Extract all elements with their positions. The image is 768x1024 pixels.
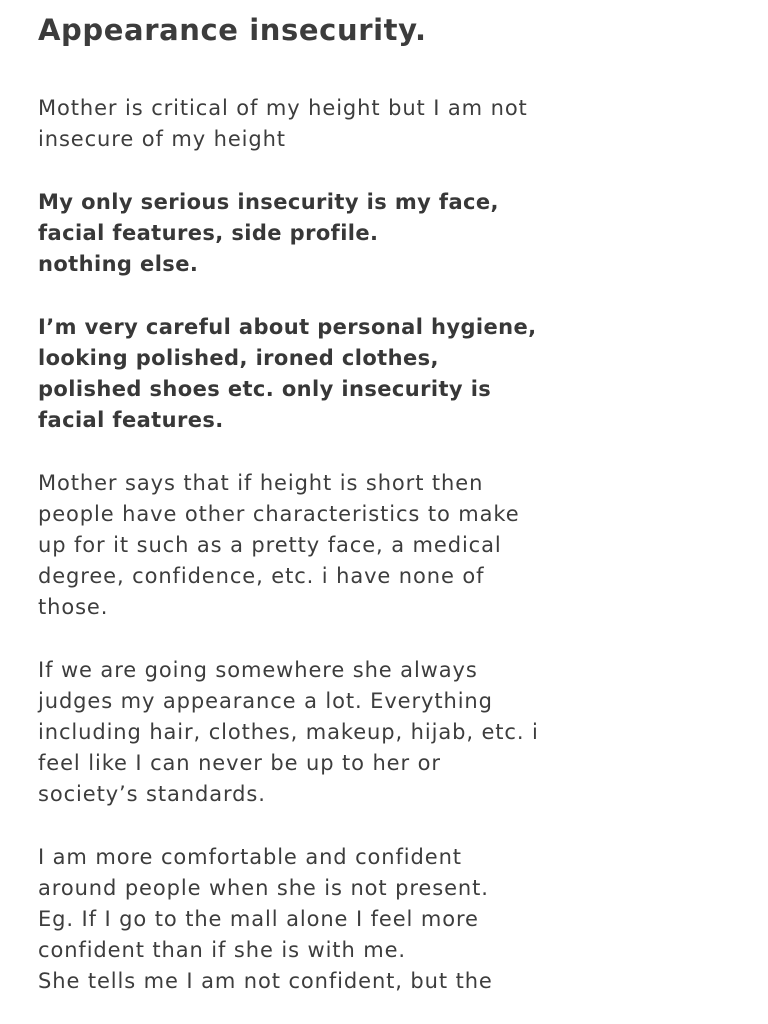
paragraph-hygiene: I’m very careful about personal hygiene, looking polished, ironed clothes, polished shoes etc. only insecurity is facial features.: [38, 315, 537, 432]
paragraph-confidence: I am more comfortable and confident around people when she is not present. Eg. If I go to the mall alone I feel more confident than if she is with me. She tells me I am not confident, but the: [38, 845, 493, 993]
paragraph-appearance-judgement: If we are going somewhere she always judges my appearance a lot. Everything including hair, clothes, makeup, hijab, etc. i feel like I can never be up to her or society’s standards.: [38, 658, 539, 806]
paragraph-mother-says: Mother says that if height is short then people have other characteristics to make up for it such as a pretty face, a medical degree, confidence, etc. i have none of those.: [38, 471, 520, 619]
paragraph-height-criticism: Mother is critical of my height but I am not insecure of my height: [38, 96, 528, 151]
note-body: [38, 0, 738, 997]
note-title: Appearance insecurity.: [38, 13, 427, 47]
paragraph-face-insecurity: My only serious insecurity is my face, facial features, side profile. nothing else.: [38, 190, 499, 276]
